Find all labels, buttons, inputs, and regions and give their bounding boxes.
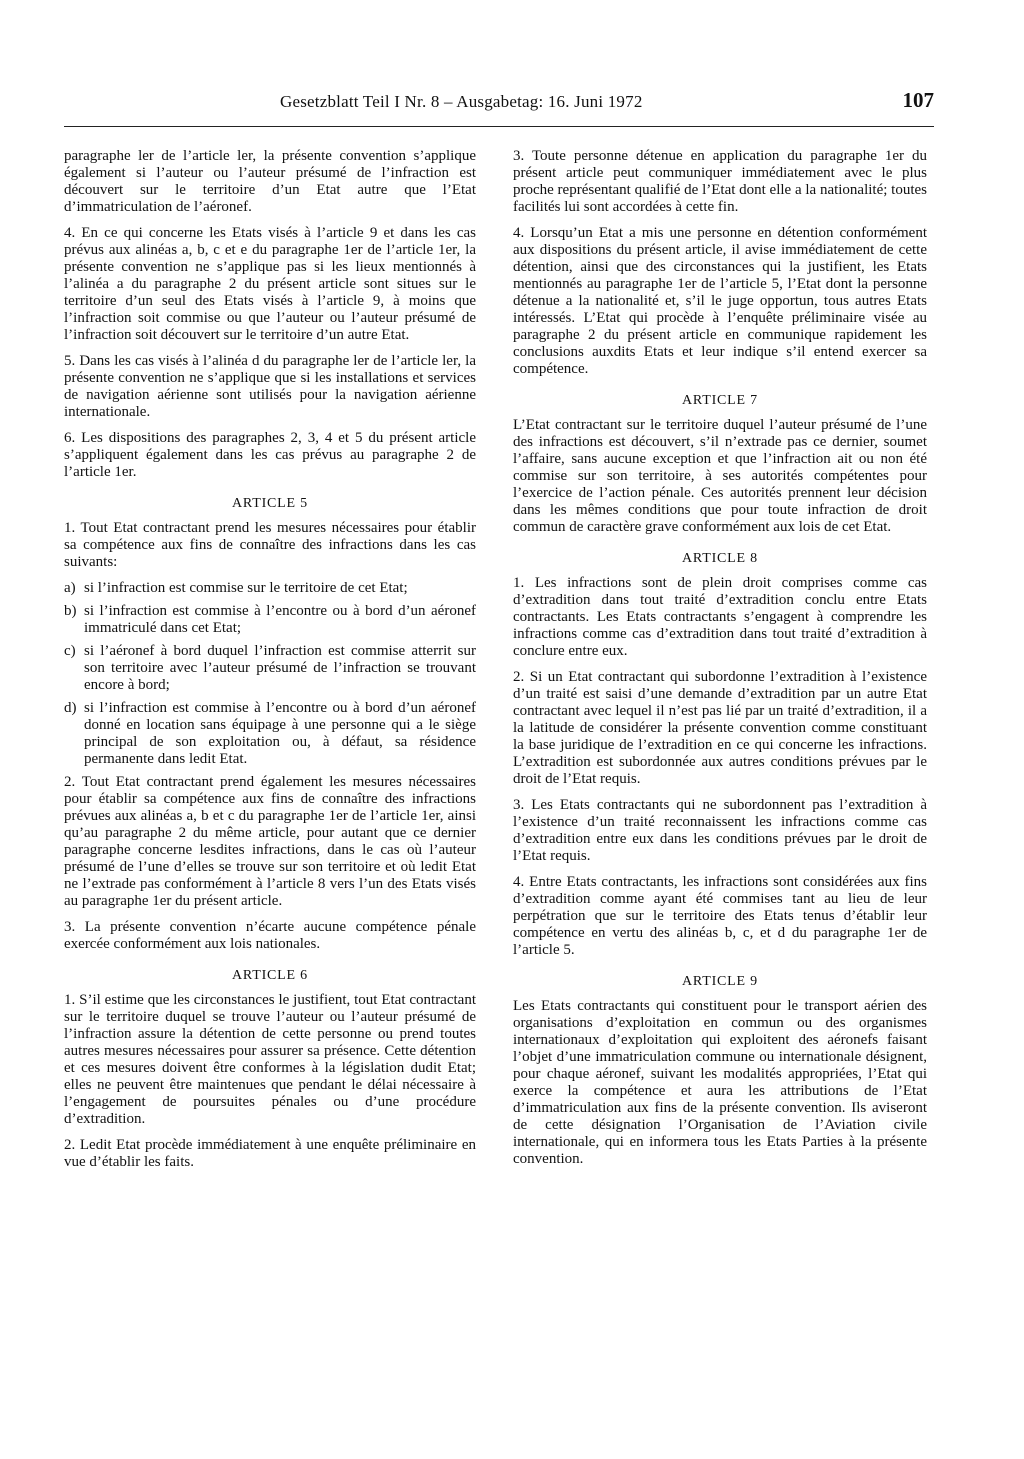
paragraph-5: 5. Dans les cas visés à l’alinéa d du paragraphe ler de l’article ler, la présente convention ne s’applique que si les installations et services de navigation aérienne sont utilisés pour la navigation aérienne internationale.: [64, 353, 476, 420]
article-5-heading: ARTICLE 5: [232, 496, 308, 511]
list-item-letter: b): [64, 603, 77, 619]
article-7-paragraph: L’Etat contractant sur le territoire duquel l’auteur présumé de l’une des infractions est découvert, s’il n’extrade pas ce dernier, soumet l’affaire, sans aucune exception et que l’infraction ait ou non été commise sur son territoire, à ses autorités compétentes pour l’exercice de l’action pénale. Ces autorités prennent leur décision dans les mêmes conditions que pour toute infraction de droit commun de caractère grave conformément aux lois de cet Etat.: [513, 417, 927, 535]
article-5-paragraph-1: 1. Tout Etat contractant prend les mesures nécessaires pour établir sa compétence aux fins de connaître des infractions dans les cas suivants:: [64, 520, 476, 570]
article-8-paragraph-1: 1. Les infractions sont de plein droit comprises comme cas d’extradition dans tout traité d’extradition conclu entre Etats contractants. Les Etats contractants s’engagent à comprendre les infractions comme cas d’extradition dans tout traité d’extradition à conclure entre eux.: [513, 575, 927, 659]
page-header: [64, 86, 934, 127]
list-item-letter: d): [64, 700, 77, 716]
list-item-letter: c): [64, 643, 76, 659]
page-number: 107: [902, 88, 934, 112]
article-8-paragraph-4: 4. Entre Etats contractants, les infractions sont considérées aux fins d’extradition comme ayant été commises tant au lieu de leur perpétration que sur le territoire des Etats tenus d’établir leur compétence en vertu des alinéas b, c, et d du paragraphe 1er de l’article 5.: [513, 874, 927, 958]
article-9-heading: ARTICLE 9: [682, 974, 758, 989]
article-6-paragraph-1: 1. S’il estime que les circonstances le justifient, tout Etat contractant sur le territoire duquel se trouve l’auteur ou l’auteur présumé de l’infraction assure la détention de cette personne ou prend toutes autres mesures nécessaires pour assurer sa présence. Cette détention et ces mesures doivent être conformes à la législation dudit Etat; elles ne peuvent être maintenues que pendant le délai nécessaire à l’engagement de poursuites pénales ou d’une procédure d’extradition.: [64, 992, 476, 1127]
paragraph-6: 6. Les dispositions des paragraphes 2, 3, 4 et 5 du présent article s’appliquent également dans les cas prévus au paragraphe 2 de l’article 1er.: [64, 430, 476, 480]
article-6-paragraph-2: 2. Ledit Etat procède immédiatement à une enquête préliminaire en vue d’établir les faits.: [64, 1137, 476, 1170]
paragraph-intro: paragraphe ler de l’article ler, la présente convention s’applique également si l’auteur ou l’auteur présumé de l’infraction est découvert sur le territoire d’un Etat autre que l’Etat d’immatriculation de l’aéronef.: [64, 148, 476, 215]
list-item-text: si l’infraction est commise à l’encontre ou à bord d’un aéronef immatriculé dans cet Etat;: [84, 603, 476, 636]
article-5-paragraph-3: 3. La présente convention n’écarte aucune compétence pénale exercée conformément aux lois nationales.: [64, 919, 476, 952]
right-column: [513, 148, 927, 1177]
article-8-paragraph-3: 3. Les Etats contractants qui ne subordonnent pas l’extradition à l’existence d’un traité reconnaissent les infractions comme cas d’extradition entre eux dans les conditions prévues par le droit de l’Etat requis.: [513, 797, 927, 864]
article-8-heading: ARTICLE 8: [682, 551, 758, 566]
article-6-heading: ARTICLE 6: [232, 968, 308, 983]
article-6-paragraph-4: 4. Lorsqu’un Etat a mis une personne en détention conformément aux dispositions du présent article, il avise immédiatement de cette détention, ainsi que des circonstances qui la justifient, les Etats mentionnés au paragraphe 1er de l’article 5, l’Etat dont la personne détenue a la nationalité et, s’il le juge opportun, tous autres Etats intéressés. L’Etat qui procède à l’enquête préliminaire visée au paragraphe 2 du présent article en communique rapidement les conclusions auxdits Etats et leur indique s’il entend exercer sa compétence.: [513, 225, 927, 377]
gazette-title: Gesetzblatt Teil I Nr. 8 – Ausgabetag: 16. Juni 1972: [280, 92, 643, 111]
article-9-paragraph: Les Etats contractants qui constituent pour le transport aérien des organisations d’exploitation en commun ou des organismes internationaux d’exploitation qui exploitent des aéronefs faisant l’objet d’une immatriculation commune ou internationale désignent, pour chaque aéronef, suivant les modalités appropriées, l’Etat qui exerce la compétence et aura les attributions de l’Etat d’immatriculation aux fins de la présente convention. Ils aviseront de cette désignation l’Organisation de l’Aviation civile internationale, qui en informera tous les Etats Parties à la présente convention.: [513, 998, 927, 1167]
list-item: [64, 700, 476, 768]
article-7-heading: ARTICLE 7: [682, 393, 758, 408]
list-item-text: si l’infraction est commise sur le territoire de cet Etat;: [84, 580, 408, 596]
list-item-text: si l’infraction est commise à l’encontre ou à bord d’un aéronef donné en location sans équipage à une personne qui a le siège principal de son exploitation ou, à défaut, sa résidence permanente dans ledit Etat.: [84, 700, 476, 767]
paragraph-4: 4. En ce qui concerne les Etats visés à l’article 9 et dans les cas prévus aux alinéas a, b, c et e du paragraphe 1er de l’article 1er, la présente convention ne s’applique pas si les lieux mentionnés à l’alinéa a du paragraphe 2 du présent article sont situes sur le territoire d’un seul des Etats visés à l’article 9, à moins que l’infraction soit commise ou que l’auteur ou l’auteur présumé de l’infraction soit découvert sur le territoire d’un autre Etat.: [64, 225, 476, 343]
list-item: [64, 580, 476, 597]
list-item-text: si l’aéronef à bord duquel l’infraction est commise atterrit sur son territoire avec l’auteur présumé de l’infraction se trouvant encore à bord;: [84, 643, 476, 693]
list-item-letter: a): [64, 580, 76, 596]
left-column: [64, 148, 476, 1180]
article-8-paragraph-2: 2. Si un Etat contractant qui subordonne l’extradition à l’existence d’un traité est saisi d’une demande d’extradition par un autre Etat contractant avec lequel il n’est pas lié par un traité d’extradition, il a la latitude de considérer la présente convention comme constituant la base juridique de l’extradition en ce qui concerne les infractions. L’extradition est subordonnée aux autres conditions prévues par le droit de l’Etat requis.: [513, 669, 927, 787]
article-6-paragraph-3: 3. Toute personne détenue en application du paragraphe 1er du présent article peut communiquer immédiatement avec le plus proche représentant qualifié de l’Etat dont elle a la nationalité; toutes facilités lui sont accordées à cette fin.: [513, 148, 928, 215]
article-5-paragraph-2: 2. Tout Etat contractant prend également les mesures nécessaires pour établir sa compétence aux fins de connaître des infractions prévues aux alinéas a, b et c du paragraphe 1er de l’article 1er, ainsi qu’au paragraphe 2 du même article, pour autant que ce dernier paragraphe concerne lesdites infractions, dans le cas où l’auteur présumé de l’une d’elles se trouve sur son territoire et où ledit Etat ne l’extrade pas conformément à l’article 8 vers l’un des Etats visés au paragraphe 1er du présent article.: [64, 774, 476, 909]
list-item: [64, 643, 476, 694]
list-item: [64, 603, 476, 637]
